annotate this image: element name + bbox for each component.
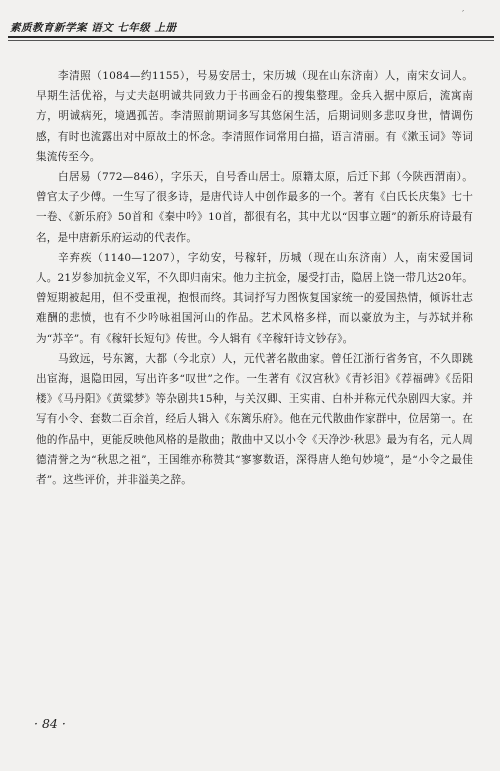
paragraph-ma-zhiyuan: 马致远，号东篱，大都（今北京）人，元代著名散曲家。曾任江浙行省务官，不久即跳出宦海，退隐田园，写出许多“叹世”之作。一生著有《汉宫秋》《青衫泪》《荐福碑》《岳阳楼》《马丹阳》《黄粱梦》等杂剧共15种，与关汉卿、王实甫、白朴并称元代杂剧四大家。并写有小令、套数二百余首，经后人辑入《东篱乐府》。他在元代散曲作家群中，位居第一。在他的作品中，更能反映他风格的是散曲；散曲中又以小令《天净沙·秋思》最为有名，元人周德清誉之为“秋思之祖”，王国维亦称赞其“寥寥数语，深得唐人绝句妙境”，是“小令之最佳者”。这些评价，并非溢美之辞。 <box>36 352 473 487</box>
paragraph-li-qingzhao: 李清照（1084—约1155），号易安居士，宋历城（现在山东济南）人，南宋女词人。早期生活优裕，与丈夫赵明诚共同致力于书画金石的搜集整理。金兵入据中原后，流寓南方，明诚病死，境遇孤苦。李清照前期词多写其悠闲生活，后期词则多悲叹身世，情调伤感，有时也流露出对中原故土的怀念。李清照作词常用白描，语言清丽。有《漱玉词》等词集流传至今。 <box>36 70 473 163</box>
page-number: · 84 · <box>34 716 66 731</box>
paragraph-xin-qiji: 辛弃疾（1140—1207），字幼安，号稼轩，历城（现在山东济南）人，南宋爱国词人。21岁参加抗金义军，不久即归南宋。他力主抗金，屡受打击，隐居上饶一带几达20年。曾短期被起用，但不受重视，抱恨而终。其词抒写力图恢复国家统一的爱国热情，倾诉壮志难酬的悲愤，也有不少吟咏祖国河山的作品。艺术风格多样，而以豪放为主，与苏轼并称为“苏辛”。有《稼轩长短句》传世。今人辑有《辛稼轩诗文钞存》。 <box>36 251 473 345</box>
page-body <box>36 66 473 490</box>
corner-mark: ′ <box>462 9 465 20</box>
header-rule <box>8 36 494 38</box>
page-header <box>0 0 500 44</box>
paragraph-bai-juyi: 白居易（772—846），字乐天，自号香山居士。原籍太原，后迁下邽（今陕西渭南）。曾官太子少傅。一生写了很多诗，是唐代诗人中创作最多的一个。著有《白氏长庆集》七十一卷、《新乐府》50首和《秦中吟》10首，都很有名，其中尤以“因事立题”的新乐府诗最有名，是中唐新乐府运动的代表作。 <box>36 171 473 244</box>
running-header-title: 素质教育新学案 语文 七年级 上册 <box>10 22 177 34</box>
header-rule-thin <box>8 40 494 41</box>
